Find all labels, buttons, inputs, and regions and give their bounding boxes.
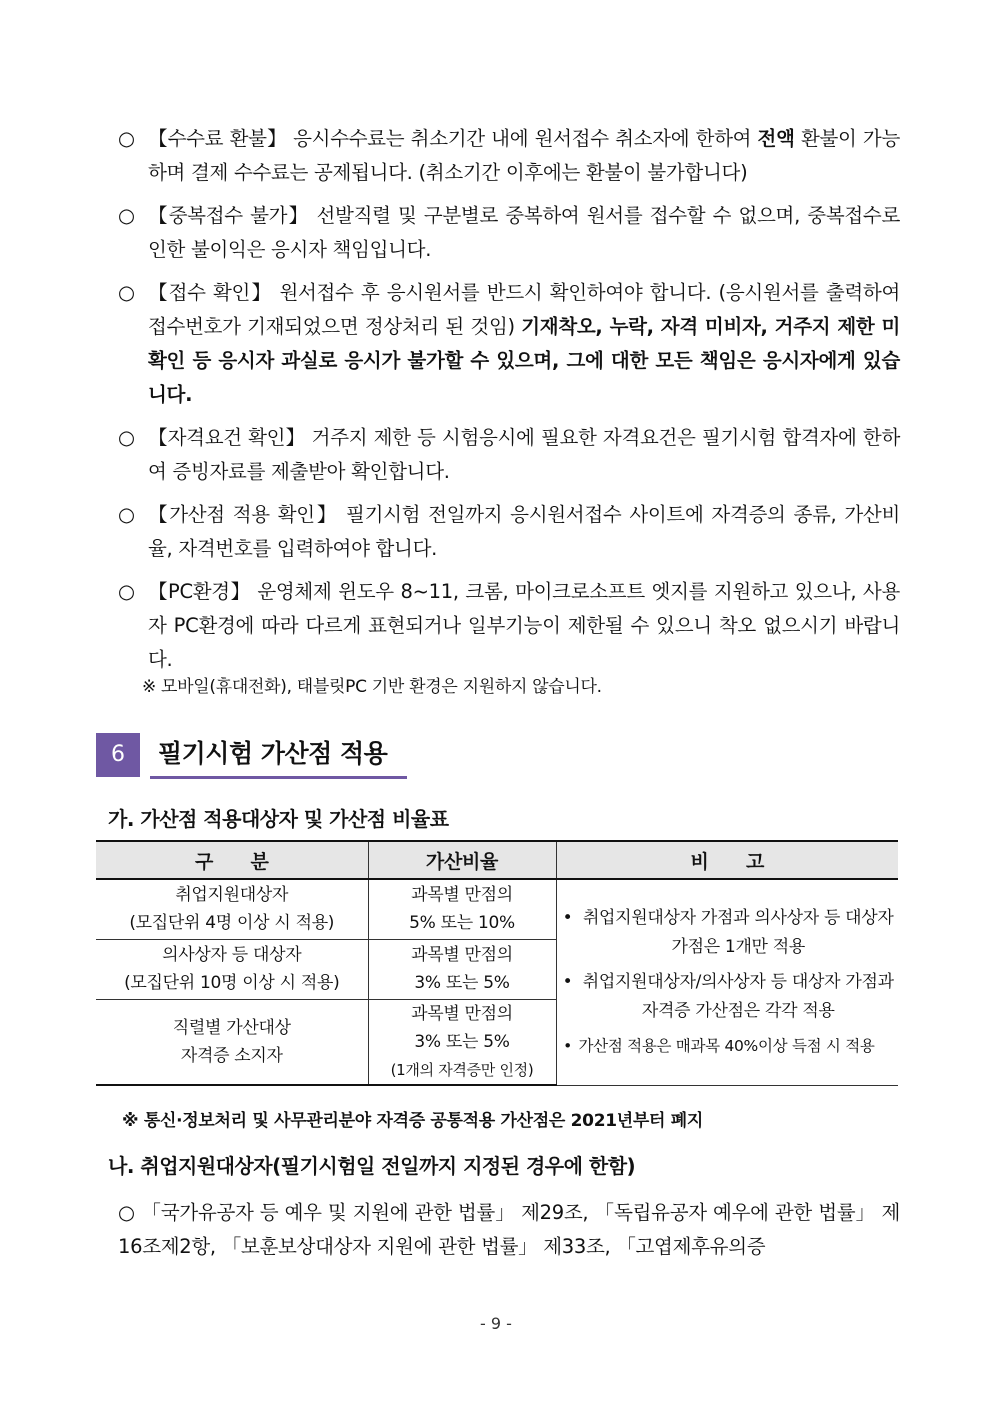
bullet-text: 【중복접수 불가】 선발직렬 및 구분별로 중복하여 원서를 접수할 수 없으며, 중복접수로 인한 불이익은 응시자 책임입니다. — [148, 204, 900, 261]
bonus-rate-table — [96, 840, 898, 1086]
header-rate: 가산비율 — [368, 841, 556, 879]
bullet-text: ○ 「국가유공자 등 예우 및 지원에 관한 법률」 제29조, 「독립유공자 예우에 관한 법률」 제16조제2항, 「보훈보상대상자 지원에 관한 법률」 제33조, 「고엽제후유의증 — [118, 1201, 900, 1258]
rate-cell: 과목별 만점의 5% 또는 10% — [368, 879, 556, 939]
remark-item: • 취업지원대상자/의사상자 등 대상자 가점과 자격증 가산점은 각각 적용 — [557, 968, 899, 1026]
header-category: 구 분 — [96, 841, 368, 879]
bullet-veterans-law — [118, 1196, 900, 1264]
remarks-cell — [556, 879, 898, 1085]
section-number: 6 — [96, 733, 140, 777]
bullet-bonus-points-check — [118, 498, 900, 566]
bullet-pc-environment — [118, 575, 900, 677]
circle-bullet-icon: ○ — [118, 580, 135, 603]
category-cell: 의사상자 등 대상자 (모집단위 10명 이상 시 적용) — [96, 939, 368, 999]
section-title: 필기시험 가산점 적용 — [150, 730, 407, 779]
circle-bullet-icon: ○ — [118, 503, 135, 526]
notice-bullet-list — [118, 122, 900, 686]
table-row — [96, 879, 898, 939]
dot-bullet-icon: • — [562, 971, 573, 992]
bullet-eligibility-check — [118, 421, 900, 489]
table-footnote: ※ 통신·정보처리 및 사무관리분야 자격증 공통적용 가산점은 2021년부터 폐지 — [122, 1111, 703, 1131]
mobile-note: ※ 모바일(휴대전화), 태블릿PC 기반 환경은 지원하지 않습니다. — [142, 677, 602, 697]
section-heading — [96, 730, 407, 779]
circle-bullet-icon: ○ — [118, 204, 135, 227]
subheading-a: 가. 가산점 적용대상자 및 가산점 비율표 — [108, 807, 449, 831]
rate-note: (1개의 자격증만 인정) — [390, 1060, 534, 1079]
dot-bullet-icon: • — [563, 1036, 572, 1055]
circle-bullet-icon: ○ — [118, 281, 135, 304]
bullet-text: 【수수료 환불】 응시수수료는 취소기간 내에 원서접수 취소자에 한하여 — [148, 127, 758, 150]
subheading-b: 나. 취업지원대상자(필기시험일 전일까지 지정된 경우에 한함) — [108, 1154, 636, 1178]
bullet-fee-refund — [118, 122, 900, 190]
category-cell: 직렬별 가산대상 자격증 소지자 — [96, 999, 368, 1085]
bullet-text: 【접수 확인】 원서접수 후 응시원서를 반드시 확인하여야 합니다. (응시원서를 출력하여 접수번호가 기재되었으면 정상처리 된 것임) — [148, 281, 900, 338]
dot-bullet-icon: • — [562, 907, 573, 928]
bullet-text: 【PC환경】 운영체제 윈도우 8~11, 크롬, 마이크로소프트 엣지를 지원하고 있으나, 사용자 PC환경에 따라 다르게 표현되거나 일부기능이 제한될 수 있으니 착오 없으시기 바랍니다. — [148, 580, 900, 671]
category-cell: 취업지원대상자 (모집단위 4명 이상 시 적용) — [96, 879, 368, 939]
circle-bullet-icon: ○ — [118, 426, 135, 449]
rate-cell: 과목별 만점의 3% 또는 5% (1개의 자격증만 인정) — [368, 999, 556, 1085]
rate-cell: 과목별 만점의 3% 또는 5% — [368, 939, 556, 999]
bullet-text: 【가산점 적용 확인】 필기시험 전일까지 응시원서접수 사이트에 자격증의 종류, 가산비율, 자격번호를 입력하여야 합니다. — [148, 503, 900, 560]
remark-item: • 가산점 적용은 매과목 40%이상 득점 시 적용 — [557, 1032, 899, 1061]
page-number: - 9 - — [480, 1314, 512, 1333]
bullet-text: 【자격요건 확인】 거주지 제한 등 시험응시에 필요한 자격요건은 필기시험 합격자에 한하여 증빙자료를 제출받아 확인합니다. — [148, 426, 900, 483]
table-header-row — [96, 841, 898, 879]
bullet-application-check — [118, 276, 900, 412]
bullet-duplicate-application — [118, 199, 900, 267]
bullet-text-suffix: 환불이 가능하며 결제 수수료는 공제됩니다. (취소기간 이후에는 환불이 불가합니다) — [148, 127, 901, 184]
remark-item: • 취업지원대상자 가점과 의사상자 등 대상자 가점은 1개만 적용 — [557, 904, 899, 962]
section-b-bullets — [118, 1196, 900, 1273]
bullet-bold-text: 전액 — [757, 127, 795, 150]
circle-bullet-icon: ○ — [118, 127, 135, 150]
bullet-bold-text: 기재착오, 누락, 자격 미비자, 거주지 제한 미확인 등 응시자 과실로 응시가 불가할 수 있으며, 그에 대한 모든 책임은 응시자에게 있습니다. — [148, 315, 901, 406]
header-remarks: 비 고 — [556, 841, 898, 879]
